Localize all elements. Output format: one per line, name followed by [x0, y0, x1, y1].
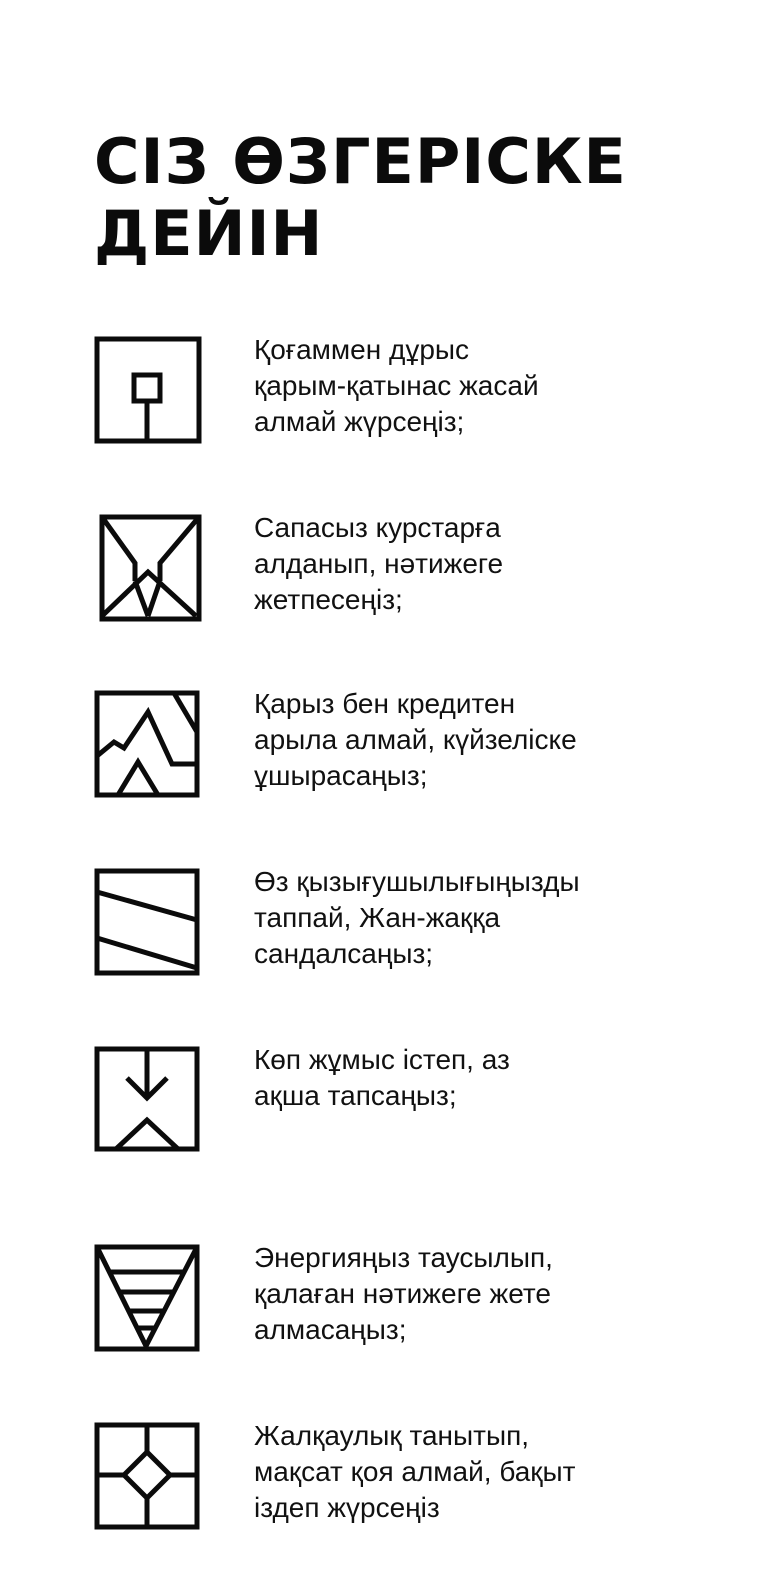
page-title-line-1: СІЗ ӨЗГЕРІСКЕ	[94, 125, 627, 198]
inverted-triangle-square-icon	[94, 1244, 202, 1352]
list-item-text: Жалқаулық танытып, мақсат қоя алмай, бақыт іздеп жүрсеңіз	[254, 1420, 576, 1523]
list-item-text: Өз қызығушылығыңызды таппай, Жан-жаққа сандалсаңыз;	[254, 866, 580, 969]
list-item-text: Энергияңыз таусылып, қалаған нәтижеге жете алмасаңыз;	[254, 1242, 553, 1345]
down-arrow-square-icon	[94, 1046, 202, 1154]
mountains-square-icon	[94, 690, 202, 798]
list-item	[0, 1046, 780, 1186]
diamond-cross-square-icon	[94, 1422, 202, 1530]
list-item	[0, 1422, 780, 1562]
list-item-text: Сапасыз курстарға алданып, нәтижеге жетпесеңіз;	[254, 512, 504, 615]
page-title-line-2: ДЕЙІН	[94, 197, 324, 270]
list-item-text: Қоғаммен дұрыс қарым-қатынас жасай алмай жүрсеңіз;	[254, 334, 539, 437]
list-item	[0, 336, 780, 476]
list-item	[0, 514, 780, 654]
list-item-text: Қарыз бен кредитен арыла алмай, күйзеліске ұшырасаңыз;	[254, 688, 577, 791]
list-item	[0, 690, 780, 830]
list-item	[0, 868, 780, 1008]
list-item	[0, 1244, 780, 1384]
list-item-text: Көп жұмыс істеп, аз ақша тапсаңыз;	[254, 1044, 510, 1111]
diagonal-lines-square-icon	[94, 868, 202, 976]
crossed-lines-square-icon	[94, 514, 202, 622]
person-in-square-icon	[94, 336, 202, 444]
page-title	[94, 126, 714, 270]
